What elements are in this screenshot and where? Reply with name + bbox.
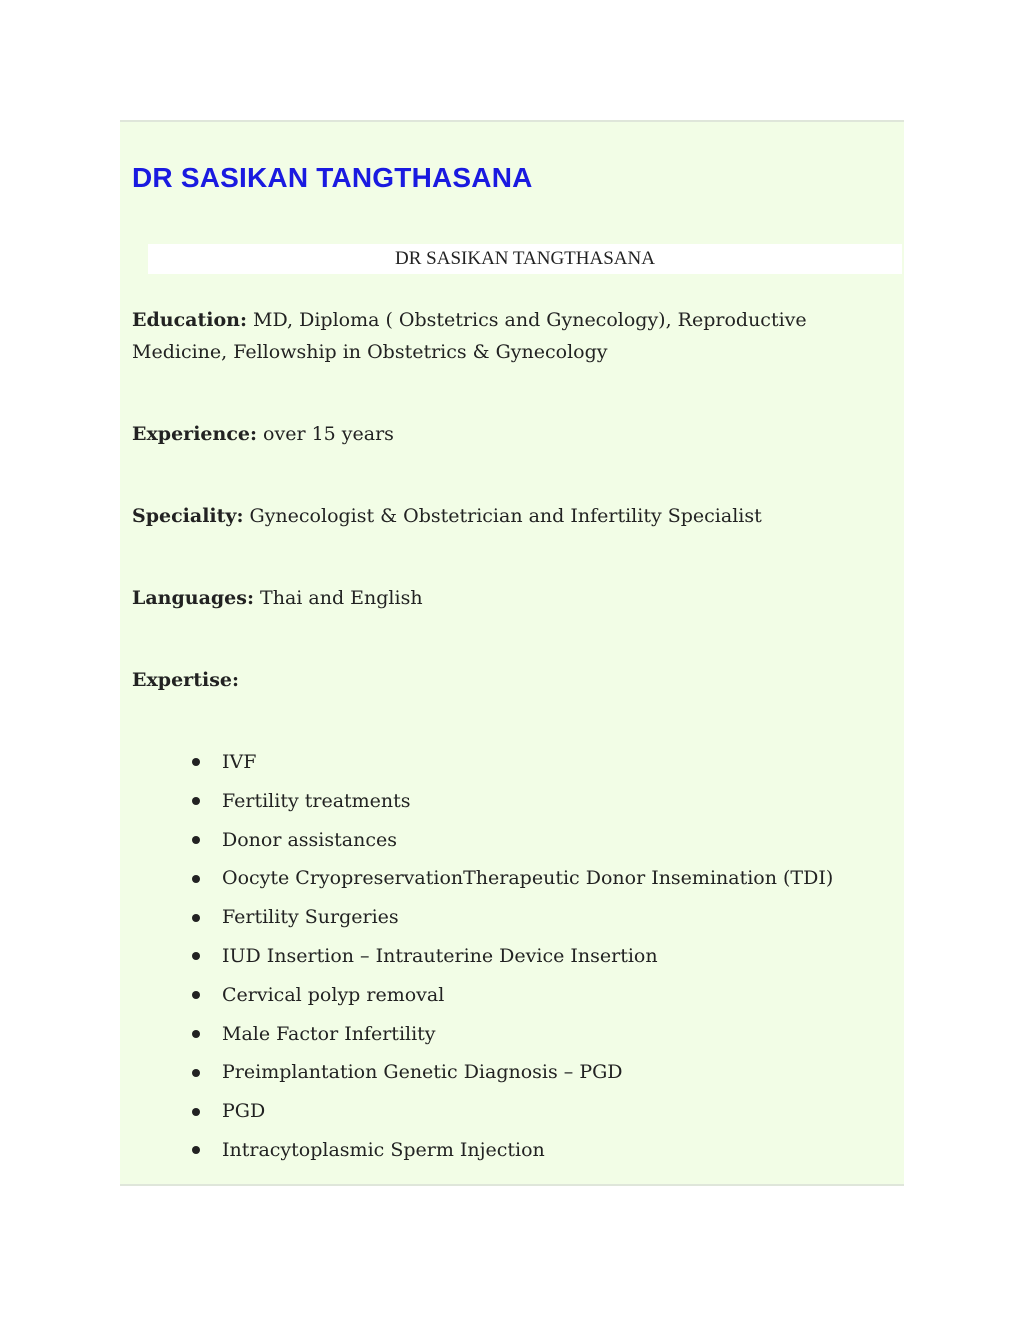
list-item xyxy=(192,782,833,821)
languages-label: Languages: xyxy=(132,587,254,609)
list-item xyxy=(192,1015,833,1054)
list-item xyxy=(192,976,833,1015)
bullet-icon xyxy=(192,1069,200,1077)
speciality-label: Speciality: xyxy=(132,505,244,527)
list-item-text: Intracytoplasmic Sperm Injection xyxy=(222,1138,545,1161)
list-item-text: Oocyte CryopreservationTherapeutic Donor Insemination (TDI) xyxy=(222,867,834,890)
list-item xyxy=(192,1092,833,1131)
education-label: Education: xyxy=(132,309,247,331)
bullet-icon xyxy=(192,1030,200,1038)
experience-field xyxy=(132,418,872,450)
list-item-text: Fertility Surgeries xyxy=(222,906,399,929)
list-item xyxy=(192,821,833,860)
bullet-icon xyxy=(192,1146,200,1154)
experience-value: over 15 years xyxy=(263,423,394,445)
list-item xyxy=(192,898,833,937)
bullet-icon xyxy=(192,952,200,960)
bullet-icon xyxy=(192,1108,200,1116)
doctor-image-placeholder xyxy=(148,244,902,274)
languages-value: Thai and English xyxy=(260,587,423,609)
list-item-text: IVF xyxy=(222,751,257,773)
experience-label: Experience: xyxy=(132,423,257,445)
education-value: MD, Diploma ( Obstetrics and Gynecology), Reproductive Medicine, Fellowship in Obstetrics & Gynecology xyxy=(132,309,807,363)
list-item-text: IUD Insertion – Intrauterine Device Insertion xyxy=(222,944,658,967)
expertise-field xyxy=(132,664,872,696)
list-item xyxy=(192,743,833,782)
bullet-icon xyxy=(192,991,200,999)
list-item xyxy=(192,937,833,976)
bullet-icon xyxy=(192,836,200,844)
list-item xyxy=(192,1131,833,1170)
bullet-icon xyxy=(192,797,200,805)
languages-field xyxy=(132,582,872,614)
bullet-icon xyxy=(192,875,200,883)
doctor-profile-card xyxy=(120,120,904,1186)
list-item-text: Cervical polyp removal xyxy=(222,983,445,1006)
list-item-text: Fertility treatments xyxy=(222,789,411,812)
expertise-list xyxy=(192,743,833,1170)
education-field xyxy=(132,304,872,368)
speciality-value: Gynecologist & Obstetrician and Infertility Specialist xyxy=(249,505,762,527)
list-item-text: PGD xyxy=(222,1100,266,1123)
page-title: DR SASIKAN TANGTHASANA xyxy=(132,162,533,193)
list-item xyxy=(192,1053,833,1092)
bullet-icon xyxy=(192,758,200,766)
speciality-field xyxy=(132,500,872,532)
list-item-text: Male Factor Infertility xyxy=(222,1022,436,1045)
list-item-text: Preimplantation Genetic Diagnosis – PGD xyxy=(222,1061,623,1084)
bullet-icon xyxy=(192,914,200,922)
list-item xyxy=(192,859,833,898)
list-item-text: Donor assistances xyxy=(222,828,397,851)
expertise-label: Expertise: xyxy=(132,669,239,691)
image-caption: DR SASIKAN TANGTHASANA xyxy=(395,248,655,269)
